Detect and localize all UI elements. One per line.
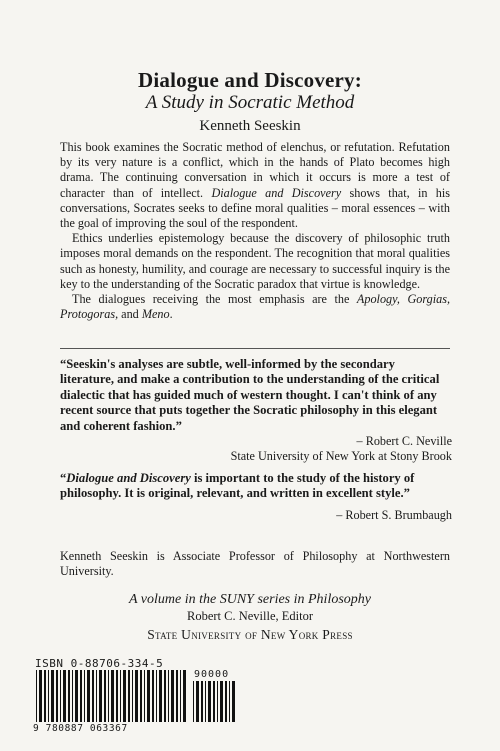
book-title-reference: Dialogue and Discovery — [66, 470, 191, 485]
book-description — [60, 140, 450, 322]
book-author: Kenneth Seeskin — [199, 118, 301, 134]
barcode-bar — [116, 670, 118, 722]
barcode-bar — [68, 670, 70, 722]
barcode-bar — [213, 681, 215, 722]
description-paragraph-2: Ethics underlies epistemology because the discovery of philosophic truth imposes moral demands on the respondent. The recognition that moral qualities such as honesty, humility, and courage are necessary to successful inquiry is the key to the understanding of the Socratic paradox that virtue is knowledge. — [60, 231, 450, 291]
barcode-bar — [164, 670, 166, 722]
barcode-bar — [111, 670, 114, 722]
addon-barcode-icon — [192, 681, 238, 722]
barcode-bar — [159, 670, 162, 722]
barcode-bar — [220, 681, 223, 722]
barcode-bar — [217, 681, 218, 722]
barcode-bar — [120, 670, 121, 722]
barcode-bar — [39, 670, 42, 722]
barcode-bar — [183, 670, 186, 722]
barcode-bar — [87, 670, 90, 722]
barcode-bar — [140, 670, 142, 722]
divider — [60, 348, 450, 349]
barcode-bar — [44, 670, 46, 722]
barcode-bar — [229, 681, 230, 722]
review-quotes — [60, 357, 452, 523]
barcode-bar — [72, 670, 73, 722]
barcode-bar — [56, 670, 58, 722]
barcode-bar — [180, 670, 181, 722]
review-quote-2 — [60, 471, 452, 502]
barcode-bar — [193, 681, 194, 722]
barcode-bar — [104, 670, 106, 722]
book-title: Dialogue and Discovery: — [138, 68, 362, 92]
publisher-name: State University of New York Press — [147, 627, 353, 642]
isbn-label: ISBN 0-88706-334-5 — [35, 657, 164, 670]
barcode-icon — [35, 670, 187, 722]
barcode-bar — [171, 670, 174, 722]
series-line: A volume in the SUNY series in Philosophy — [129, 592, 371, 607]
description-text: The dialogues receiving the most emphasis are the — [72, 292, 357, 307]
barcode-bar — [205, 681, 206, 722]
barcode-bar — [156, 670, 157, 722]
book-subtitle: A Study in Socratic Method — [145, 92, 355, 113]
author-bio: Kenneth Seeskin is Associate Professor of Philosophy at Northwestern University. — [60, 549, 450, 579]
dialogue-title: Gorgias, Protogoras, — [60, 292, 451, 322]
barcode-bar — [96, 670, 97, 722]
barcode-bar — [84, 670, 85, 722]
barcode-bar — [144, 670, 145, 722]
review-affiliation-1: State University of New York at Stony Brook — [230, 449, 452, 464]
barcode-bar — [135, 670, 138, 722]
barcode-bar — [63, 670, 66, 722]
barcode-bar — [123, 670, 126, 722]
barcode-bar — [201, 681, 203, 722]
price-addon-number: 90000 — [194, 669, 230, 680]
barcode-bar — [92, 670, 94, 722]
barcode-bar — [80, 670, 82, 722]
barcode-bar — [132, 670, 133, 722]
description-paragraph-3 — [60, 292, 450, 322]
description-text: . — [169, 307, 173, 322]
barcode-bar — [60, 670, 61, 722]
barcode-bar — [48, 670, 49, 722]
barcode-bar — [128, 670, 130, 722]
dialogue-title: Meno — [141, 307, 170, 322]
description-text: shows that, in his conversations, Socrates seeks to define moral qualities – moral essences – with the goal of improving the soul of the respondent. — [60, 185, 450, 231]
description-text: and — [118, 307, 142, 322]
barcode-bar — [51, 670, 54, 722]
barcode-bar — [152, 670, 154, 722]
book-title-reference: Dialogue and Discovery — [211, 185, 342, 200]
barcode-bar — [208, 681, 211, 722]
description-paragraph-1 — [60, 140, 450, 231]
quote-mark: “ — [60, 470, 67, 485]
ean-number: 9 780887 063367 — [33, 723, 128, 734]
barcode-bar — [36, 670, 37, 722]
review-attribution-1: – Robert C. Neville — [356, 434, 452, 449]
description-text: This book examines the Socratic method of elenchus, or refutation. Refutation by its very nature is a conflict, which in the hands of Plato becomes high drama. The continuing conversation in which it occurs is more a test of character than of intellect. — [60, 140, 450, 200]
barcode-bar — [196, 681, 199, 722]
barcode-bar — [232, 681, 235, 722]
dialogue-title: Apology, — [356, 292, 400, 307]
barcode-bar — [225, 681, 227, 722]
barcode-bar — [147, 670, 150, 722]
barcode-bar — [176, 670, 178, 722]
series-editor: Robert C. Neville, Editor — [186, 609, 314, 623]
barcode-bar — [75, 670, 78, 722]
review-attribution-2: – Robert S. Brumbaugh — [336, 507, 452, 522]
barcode-bar — [108, 670, 109, 722]
review-quote-1: “Seeskin's analyses are subtle, well-informed by the secondary literature, and make a contribution to the understanding of the critical dialectic that has guided much of western thought. I can't think of any recent source that puts together the Socratic philosophy in this elegant and coherent fashion.” — [60, 357, 440, 433]
barcode-bar — [168, 670, 169, 722]
barcode-bar — [99, 670, 102, 722]
review-text: is important to the study of the history of philosophy. It is original, relevant, and written in excellent style.” — [60, 470, 415, 501]
